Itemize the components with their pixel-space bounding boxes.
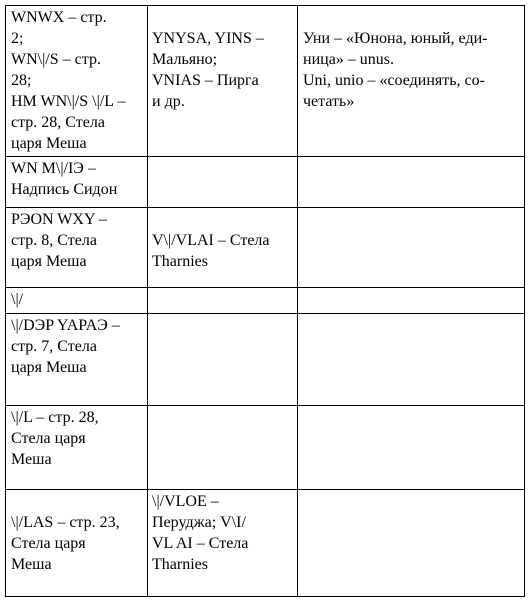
table-cell-inscription [6,157,148,208]
cell-text-line: Tharnies [152,556,208,573]
cell-text-line: и др. [152,93,185,110]
cell-text-line: \|/VLOE – [152,493,219,510]
table-cell-etymology [298,157,525,208]
table-cell-inscription [6,288,148,314]
table-row [6,6,525,157]
table-row [6,406,525,490]
table-row [6,157,525,208]
cell-text-line: ница» – unus. [303,51,395,68]
table-row [6,490,525,597]
cell-text-line: VL AI – Стела [152,535,249,552]
cell-text-line: YNYSA, YINS – [152,30,264,47]
cell-text-line: Уни – «Юнона, юный, еди- [303,30,488,47]
word-comparison-table [5,5,525,597]
cell-text-line: WNWX – стр. [11,9,107,26]
cell-text-line: Uni, unio – «соединять, со- [303,72,485,89]
table-cell-inscription [6,314,148,406]
table-cell-etymology [298,6,525,157]
cell-text-line: WN\|/S – стр. [11,51,101,68]
cell-text-line: Мальяно; [152,51,218,68]
table-cell-etymology [298,208,525,288]
table-cell-etruscan [148,157,298,208]
table-cell-inscription [6,490,148,597]
cell-text-line: четать» [303,93,355,110]
table-cell-etymology [298,288,525,314]
cell-text-line: Перуджа; V\I/ [152,514,246,531]
table-cell-etruscan [148,314,298,406]
cell-text-line: царя Меша [11,135,87,152]
cell-text-line: царя Меша [11,253,87,270]
table-cell-etruscan [148,288,298,314]
cell-text-line: \|/LAS – стр. 23, [11,514,120,531]
cell-text-line: V\|/VLAI – Стела [152,232,270,249]
table-cell-inscription [6,6,148,157]
cell-text-line: \|/ [11,291,24,308]
cell-text-line: Меша [11,556,52,573]
cell-text-line: стр. 7, Стела [11,338,97,355]
table-row [6,288,525,314]
cell-text-line: VNIAS – Пирга [152,72,259,89]
table-cell-etymology [298,406,525,490]
cell-text-line: Стела царя [11,535,86,552]
table-cell-etruscan [148,6,298,157]
cell-text-line: \|/DЭP YAPAЭ – [11,317,120,334]
cell-text-line [152,7,293,28]
cell-text-line: WN M\|/IЭ – [11,160,96,177]
cell-text-line [11,491,143,512]
table-row [6,314,525,406]
table-cell-etruscan [148,406,298,490]
table-cell-etruscan [148,490,298,597]
cell-text-line: царя Меша [11,359,87,376]
table-cell-inscription [6,208,148,288]
cell-text-line: 2; [11,30,24,47]
cell-text-line: Меша [11,451,52,468]
table-cell-etymology [298,314,525,406]
cell-text-line: стр. 28, Стела [11,114,105,131]
table-cell-etymology [298,490,525,597]
table-cell-etruscan [148,208,298,288]
cell-text-line: РЭON WXY – [11,211,107,228]
cell-text-line: HM WN\|/S \|/L – [11,93,126,110]
table-row [6,208,525,288]
cell-text-line: Tharnies [152,253,208,270]
table-cell-inscription [6,406,148,490]
cell-text-line: Стела царя [11,430,86,447]
cell-text-line: Надпись Сидон [11,181,118,198]
cell-text-line: 28; [11,72,32,89]
cell-text-line [303,7,522,28]
cell-text-line: стр. 8, Стела [11,232,97,249]
table-body [6,6,525,597]
cell-text-line: \|/L – стр. 28, [11,409,99,426]
cell-text-line [152,209,293,230]
